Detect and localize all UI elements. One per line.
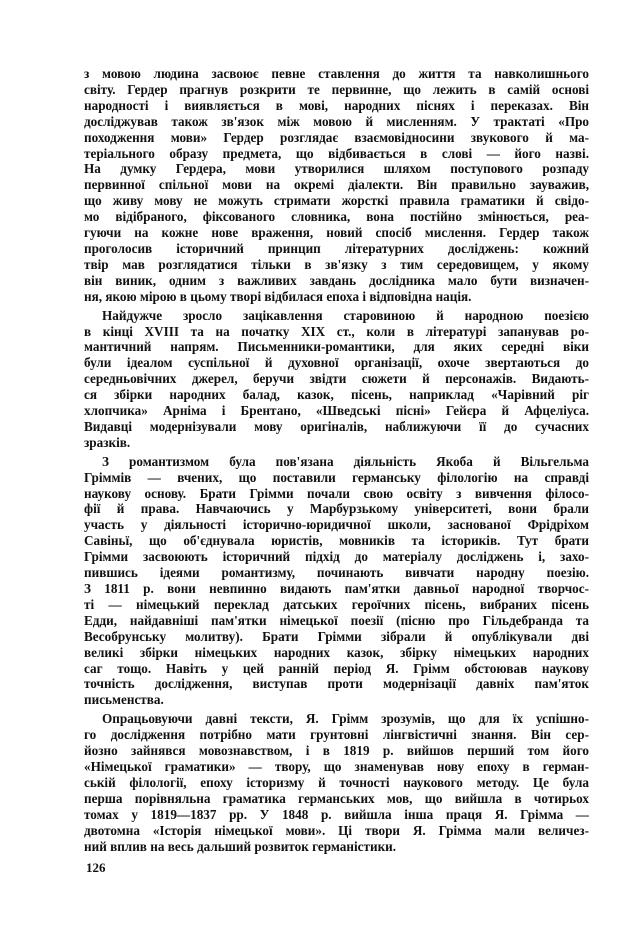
page-number: 126 xyxy=(86,860,106,875)
text-line: Савіньї, що об'єднувала юристів, мовників та істориків. Тут брати xyxy=(84,533,589,549)
text-line: участь у діяльності історично-юридичної школи, заснованої Фрідріхом xyxy=(84,517,589,533)
text-line: ня, якою мірою в цьому творі відбилася епоха і відповідна нація. xyxy=(84,288,472,304)
text-line: походження мови» Гердер розглядає взаємовідносини звукового й ма- xyxy=(84,129,589,145)
text-line: мантичний напрям. Письменники-романтики, для яких середні віки xyxy=(84,339,589,355)
text-line: мо відібраного, фіксованого словника, вона постійно змінюється, реа- xyxy=(84,209,589,225)
paragraph xyxy=(84,454,589,709)
text-line: були ідеалом суспільної й духовної організації, охоче звертаються до xyxy=(84,355,589,371)
text-line: «Німецької граматики» — твору, що знаменував нову епоху в герман- xyxy=(84,758,589,774)
text-line: З романтизмом була пов'язана діяльність Якоба й Вільгельма xyxy=(102,453,589,469)
text-line: Едди, найдавніші пам'ятки німецької поезії (пісню про Гільдебранда та xyxy=(84,612,589,628)
text-line: письменства. xyxy=(84,692,164,708)
text-line: твір мав розглядатися тільки в зв'язку з тим середовищем, у якому xyxy=(84,256,589,272)
text-line: точність дослідження, виступав проти модернізації давніх пам'яток xyxy=(84,676,589,692)
text-line: він виник, одним з важливих завдань дослідника мало бути визначен- xyxy=(84,272,589,288)
text-line: середньовічних джерел, беручи звідти сюжети й персонажів. Видають- xyxy=(84,371,589,387)
body-text xyxy=(84,66,589,854)
text-line: Гріммів — вчених, що поставили германську філологію на справді xyxy=(84,469,589,485)
paragraph xyxy=(84,711,589,854)
text-line: ся збірки народних балад, казок, пісень, наприклад «Чарівний ріг xyxy=(84,387,589,403)
text-line: з мовою людина засвоює певне ставлення до життя та навколишнього xyxy=(84,66,589,81)
text-line: гуючи на кожне нове враження, новий спосіб мислення. Гердер також xyxy=(84,225,589,241)
text-line: томах у 1819—1837 рр. У 1848 р. вийшла інша праця Я. Грімма — xyxy=(84,806,589,822)
text-line: світу. Гердер прагнув розкрити те первинне, що лежить в самій основі xyxy=(84,81,589,97)
text-line: теріального образу предмета, що відбивається в слові — його назві. xyxy=(84,145,589,161)
text-line: На думку Гердера, мови утворилися шляхом поступового розпаду xyxy=(84,161,589,177)
text-line: йозно зайнявся мовознавством, і в 1819 р. вийшов перший том його xyxy=(84,743,589,759)
text-line: З 1811 р. вони невпинно видають пам'ятки давньої народної творчос- xyxy=(84,581,589,596)
text-line: проголосив історичний принцип літературних досліджень: кожний xyxy=(84,240,589,256)
text-line: ний вплив на весь дальший розвиток германістики. xyxy=(84,838,397,854)
text-line: Опрацьовуючи давні тексти, Я. Грімм зрозумів, що для їх успішно- xyxy=(102,711,589,727)
text-line: фії й права. Навчаючись у Марбурзькому університеті, вони брали xyxy=(84,501,589,517)
text-line: що живу мову не можуть стримати жорсткі правила граматики й свідо- xyxy=(84,193,589,209)
text-line: наукову основу. Брати Грімми почали свою освіту з вивчення філосо- xyxy=(84,485,589,501)
text-line: хлопчика» Арніма і Брентано, «Шведські пісні» Гейєра й Афцеліуса. xyxy=(84,403,589,419)
text-line: Грімми засвоюють історичний підхід до матеріалу досліджень і, захо- xyxy=(84,549,589,565)
text-line: Найдужче зросло зацікавлення старовиною й народною поезією xyxy=(102,307,589,323)
text-line: перша порівняльна граматика германських мов, що вийшла в чотирьох xyxy=(84,790,589,806)
text-line: народності і виявляється в мові, народних піснях і переказах. Він xyxy=(84,97,589,113)
text-line: Видавці модернізували мову оригіналів, наближуючи її до сучасних xyxy=(84,418,589,434)
paragraph xyxy=(84,66,589,305)
text-line: двотомна «Історія німецької мови». Ці твори Я. Грімма мали величез- xyxy=(84,822,589,838)
text-line: ті — німецький переклад датських героїчних пісень, вибраних пісень xyxy=(84,596,589,612)
text-line: великі збірки німецьких народних казок, збірку німецьких народних xyxy=(84,644,589,660)
text-line: пившись ідеями романтизму, починають вивчати народну поезію. xyxy=(84,565,589,581)
text-line: го дослідження потрібно мати грунтовні лінгвістичні знання. Він сер- xyxy=(84,727,589,743)
text-line: в кінці XVIII та на початку XIX ст., коли в літературі запанував ро- xyxy=(84,323,589,339)
text-line: зразків. xyxy=(84,434,131,450)
paragraph xyxy=(84,308,589,451)
text-line: досліджував також зв'язок між мовою й мисленням. У трактаті «Про xyxy=(84,113,589,129)
text-line: саг тощо. Навіть у цей ранній період Я. Грімм обстоював наукову xyxy=(84,660,589,676)
text-line: ській філології, епоху історизму й точності наукового методу. Це була xyxy=(84,774,589,790)
text-line: Весобрунську молитву). Брати Грімми зібрали й опублікували дві xyxy=(84,628,589,644)
text-line: первинної спільної мови на окремі діалекти. Він правильно зауважив, xyxy=(84,177,589,193)
